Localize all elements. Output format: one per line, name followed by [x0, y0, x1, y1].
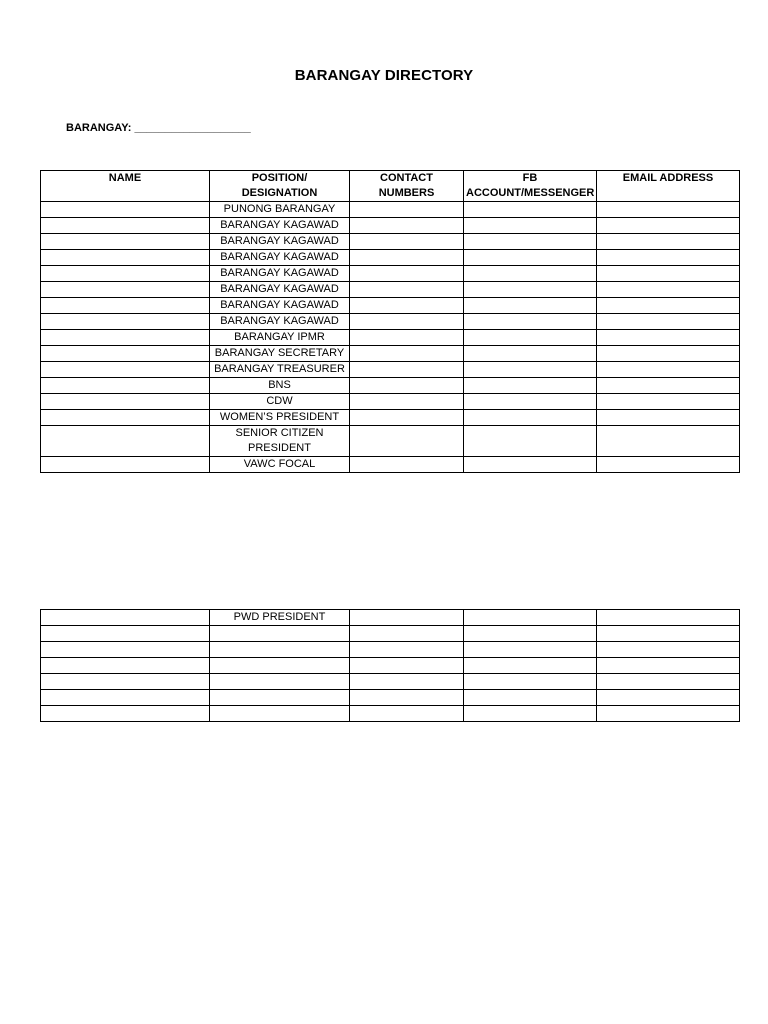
table-row: [41, 314, 740, 330]
name-cell: [41, 410, 210, 426]
position-cell: BARANGAY KAGAWAD: [210, 218, 350, 234]
position-cell: BARANGAY KAGAWAD: [210, 314, 350, 330]
table-row: [41, 674, 740, 690]
contact-cell: [350, 234, 464, 250]
position-cell: BARANGAY KAGAWAD: [210, 298, 350, 314]
email-cell: [597, 378, 740, 394]
email-cell: [597, 346, 740, 362]
fb-cell: [464, 234, 597, 250]
contact-cell: [350, 642, 464, 658]
contact-cell: [350, 282, 464, 298]
contact-cell: [350, 378, 464, 394]
position-cell: BARANGAY TREASURER: [210, 362, 350, 378]
email-cell: [597, 362, 740, 378]
fb-cell: [464, 218, 597, 234]
name-cell: [41, 218, 210, 234]
fb-cell: [464, 626, 597, 642]
fb-cell: [464, 202, 597, 218]
fb-cell: [464, 674, 597, 690]
contact-cell: [350, 626, 464, 642]
name-cell: [41, 426, 210, 457]
email-cell: [597, 266, 740, 282]
contact-cell: [350, 314, 464, 330]
position-cell: VAWC FOCAL: [210, 457, 350, 473]
email-cell: [597, 642, 740, 658]
contact-cell: [350, 706, 464, 722]
position-cell: BARANGAY SECRETARY: [210, 346, 350, 362]
header-name: NAME: [41, 171, 210, 202]
name-cell: [41, 610, 210, 626]
name-cell: [41, 378, 210, 394]
table-row: [41, 266, 740, 282]
position-cell: SENIOR CITIZEN PRESIDENT: [210, 426, 350, 457]
table-header-row: [41, 171, 740, 202]
table-row: [41, 410, 740, 426]
name-cell: [41, 234, 210, 250]
header-email: EMAIL ADDRESS: [597, 171, 740, 202]
position-cell: BARANGAY KAGAWAD: [210, 282, 350, 298]
fb-cell: [464, 266, 597, 282]
email-cell: [597, 426, 740, 457]
name-cell: [41, 282, 210, 298]
email-cell: [597, 282, 740, 298]
email-cell: [597, 394, 740, 410]
table-row: [41, 330, 740, 346]
fb-cell: [464, 410, 597, 426]
position-cell: [210, 674, 350, 690]
position-cell: [210, 642, 350, 658]
table-row: [41, 378, 740, 394]
position-cell: PUNONG BARANGAY: [210, 202, 350, 218]
fb-cell: [464, 330, 597, 346]
position-cell: [210, 706, 350, 722]
name-cell: [41, 690, 210, 706]
fb-cell: [464, 658, 597, 674]
page-title: BARANGAY DIRECTORY: [294, 67, 474, 84]
contact-cell: [350, 394, 464, 410]
email-cell: [597, 610, 740, 626]
email-cell: [597, 234, 740, 250]
header-position: POSITION/ DESIGNATION: [210, 171, 350, 202]
fb-cell: [464, 642, 597, 658]
email-cell: [597, 218, 740, 234]
email-cell: [597, 658, 740, 674]
table-row: [41, 642, 740, 658]
position-cell: PWD PRESIDENT: [210, 610, 350, 626]
fb-cell: [464, 706, 597, 722]
contact-cell: [350, 610, 464, 626]
contact-cell: [350, 330, 464, 346]
position-cell: WOMEN’S PRESIDENT: [210, 410, 350, 426]
table-row: [41, 298, 740, 314]
email-cell: [597, 298, 740, 314]
fb-cell: [464, 298, 597, 314]
name-cell: [41, 346, 210, 362]
position-cell: [210, 690, 350, 706]
position-cell: [210, 658, 350, 674]
email-cell: [597, 314, 740, 330]
fb-cell: [464, 378, 597, 394]
name-cell: [41, 202, 210, 218]
contact-cell: [350, 298, 464, 314]
table-row: [41, 282, 740, 298]
email-cell: [597, 330, 740, 346]
name-cell: [41, 706, 210, 722]
contact-cell: [350, 674, 464, 690]
name-cell: [41, 266, 210, 282]
table-row: [41, 690, 740, 706]
name-cell: [41, 250, 210, 266]
table-row: [41, 234, 740, 250]
email-cell: [597, 250, 740, 266]
fb-cell: [464, 426, 597, 457]
table-row: [41, 218, 740, 234]
table-row: [41, 457, 740, 473]
name-cell: [41, 658, 210, 674]
contact-cell: [350, 426, 464, 457]
fb-cell: [464, 690, 597, 706]
table-row: [41, 658, 740, 674]
name-cell: [41, 330, 210, 346]
name-cell: [41, 314, 210, 330]
name-cell: [41, 674, 210, 690]
position-cell: BARANGAY IPMR: [210, 330, 350, 346]
name-cell: [41, 394, 210, 410]
name-cell: [41, 362, 210, 378]
fb-cell: [464, 282, 597, 298]
fb-cell: [464, 457, 597, 473]
table-row: [41, 346, 740, 362]
contact-cell: [350, 457, 464, 473]
contact-cell: [350, 266, 464, 282]
name-cell: [41, 626, 210, 642]
email-cell: [597, 690, 740, 706]
position-cell: BNS: [210, 378, 350, 394]
fb-cell: [464, 610, 597, 626]
contact-cell: [350, 690, 464, 706]
table-row: [41, 610, 740, 626]
table-row: [41, 202, 740, 218]
directory-table-continued: [40, 609, 740, 722]
name-cell: [41, 457, 210, 473]
fb-cell: [464, 394, 597, 410]
table-row: [41, 362, 740, 378]
position-cell: BARANGAY KAGAWAD: [210, 234, 350, 250]
contact-cell: [350, 218, 464, 234]
table-row: [41, 626, 740, 642]
name-cell: [41, 298, 210, 314]
email-cell: [597, 706, 740, 722]
header-contact: CONTACT NUMBERS: [350, 171, 464, 202]
email-cell: [597, 457, 740, 473]
contact-cell: [350, 250, 464, 266]
table-row: [41, 426, 740, 457]
position-cell: [210, 626, 350, 642]
email-cell: [597, 674, 740, 690]
header-fb: FB ACCOUNT/MESSENGER: [464, 171, 597, 202]
fb-cell: [464, 362, 597, 378]
email-cell: [597, 202, 740, 218]
name-cell: [41, 642, 210, 658]
contact-cell: [350, 202, 464, 218]
fb-cell: [464, 314, 597, 330]
contact-cell: [350, 346, 464, 362]
position-cell: CDW: [210, 394, 350, 410]
table-row: [41, 250, 740, 266]
email-cell: [597, 410, 740, 426]
table-row: [41, 394, 740, 410]
contact-cell: [350, 410, 464, 426]
contact-cell: [350, 362, 464, 378]
barangay-field-label: BARANGAY: ___________________: [66, 122, 251, 134]
email-cell: [597, 626, 740, 642]
fb-cell: [464, 346, 597, 362]
position-cell: BARANGAY KAGAWAD: [210, 250, 350, 266]
position-cell: BARANGAY KAGAWAD: [210, 266, 350, 282]
table-row: [41, 706, 740, 722]
fb-cell: [464, 250, 597, 266]
directory-table: [40, 170, 740, 473]
contact-cell: [350, 658, 464, 674]
